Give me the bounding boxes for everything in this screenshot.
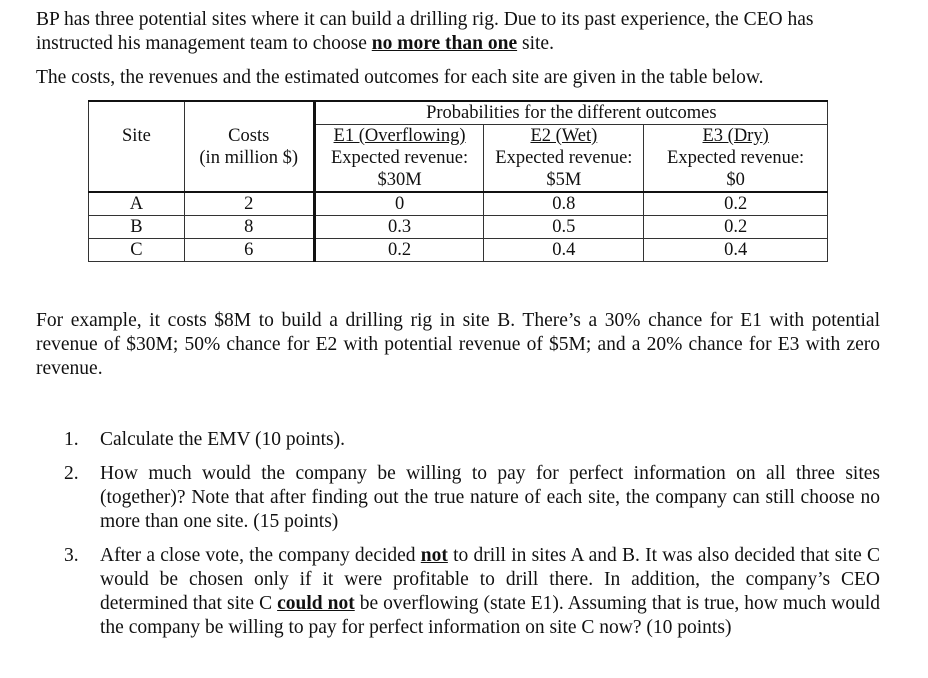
site-cell: C — [89, 239, 185, 262]
e1-cell: 0.2 — [314, 239, 484, 262]
question-number: 2. — [64, 463, 79, 484]
question-text: After a close vote, the company decided — [100, 545, 421, 566]
question-text: How much would the company be willing to pay for perfect information on all three sites (together)? Note that after finding out the true nature of each site, the company can still choose no more than one site. (15 points) — [100, 463, 880, 532]
e2-cell: 0.8 — [484, 192, 644, 216]
e3-cell: 0.2 — [644, 216, 828, 239]
costs-header-line1: Costs — [228, 125, 270, 146]
question-1 — [64, 428, 880, 452]
cost-cell: 2 — [184, 192, 314, 216]
example-paragraph: For example, it costs $8M to build a drilling rig in site B. There’s a 30% chance for E1 with potential revenue of $30M; 50% chance for E2 with potential revenue of $5M; and a 20% chance for E3 with zero revenue. — [36, 310, 880, 379]
cost-cell: 6 — [184, 239, 314, 262]
revenue-label: Expected revenue: — [330, 148, 469, 168]
question-2 — [64, 462, 880, 534]
outcome-header-e1 — [314, 125, 484, 193]
table-header-row — [89, 125, 828, 193]
site-header: Site — [89, 125, 185, 193]
table-row — [89, 216, 828, 239]
intro-text: BP has three potential sites where it can build a drilling rig. Due to its past experience, the CEO has instructed his management team to choose — [36, 9, 814, 54]
outcome-name: E3 (Dry) — [702, 126, 769, 146]
header-blank-cell — [89, 101, 185, 125]
cost-cell: 8 — [184, 216, 314, 239]
e2-cell: 0.5 — [484, 216, 644, 239]
e3-cell: 0.2 — [644, 192, 828, 216]
question-number: 1. — [64, 429, 79, 450]
revenue-value: $30M — [377, 170, 422, 190]
costs-header — [184, 125, 314, 193]
question-3 — [64, 544, 880, 640]
revenue-label: Expected revenue: — [667, 148, 805, 168]
intro-paragraph — [36, 8, 880, 56]
group-header: Probabilities for the different outcomes — [314, 101, 827, 125]
outcomes-table — [88, 100, 828, 262]
e3-cell: 0.4 — [644, 239, 828, 262]
emphasis-no-more-than-one: no more than one — [371, 33, 518, 54]
emphasis-not: not — [420, 545, 448, 566]
e2-cell: 0.4 — [484, 239, 644, 262]
question-text: be overflowing (state E1). Assuming that is true, how much would the company be willing to pay for perfect information on site C now? (10 points) — [100, 593, 880, 638]
site-cell: A — [89, 192, 185, 216]
revenue-value: $5M — [546, 170, 582, 190]
e1-cell: 0.3 — [314, 216, 484, 239]
revenue-label: Expected revenue: — [495, 148, 633, 168]
revenue-value: $0 — [726, 170, 745, 190]
table-group-header-row — [89, 101, 828, 125]
emphasis-could-not: could not — [277, 593, 355, 614]
question-text: Calculate the EMV (10 points). — [100, 429, 345, 450]
outcome-name: E2 (Wet) — [530, 126, 598, 146]
intro-text-end: site. — [517, 33, 554, 54]
table-row — [89, 192, 828, 216]
outcome-header-e3 — [644, 125, 828, 193]
question-list — [64, 428, 880, 650]
outcome-header-e2 — [484, 125, 644, 193]
table-row — [89, 239, 828, 262]
e1-cell: 0 — [314, 192, 484, 216]
question-number: 3. — [64, 545, 79, 566]
costs-header-line2: (in million $) — [199, 147, 299, 168]
header-blank-cell — [184, 101, 314, 125]
site-cell: B — [89, 216, 185, 239]
outcome-name: E1 (Overflowing) — [333, 126, 466, 146]
table-intro-paragraph: The costs, the revenues and the estimated outcomes for each site are given in the table below. — [36, 67, 764, 88]
question-text: to drill in sites A and B. It was also decided that site C would be chosen only if it were profitable to drill there. In addition, the company’s CEO determined that site C — [100, 545, 881, 614]
